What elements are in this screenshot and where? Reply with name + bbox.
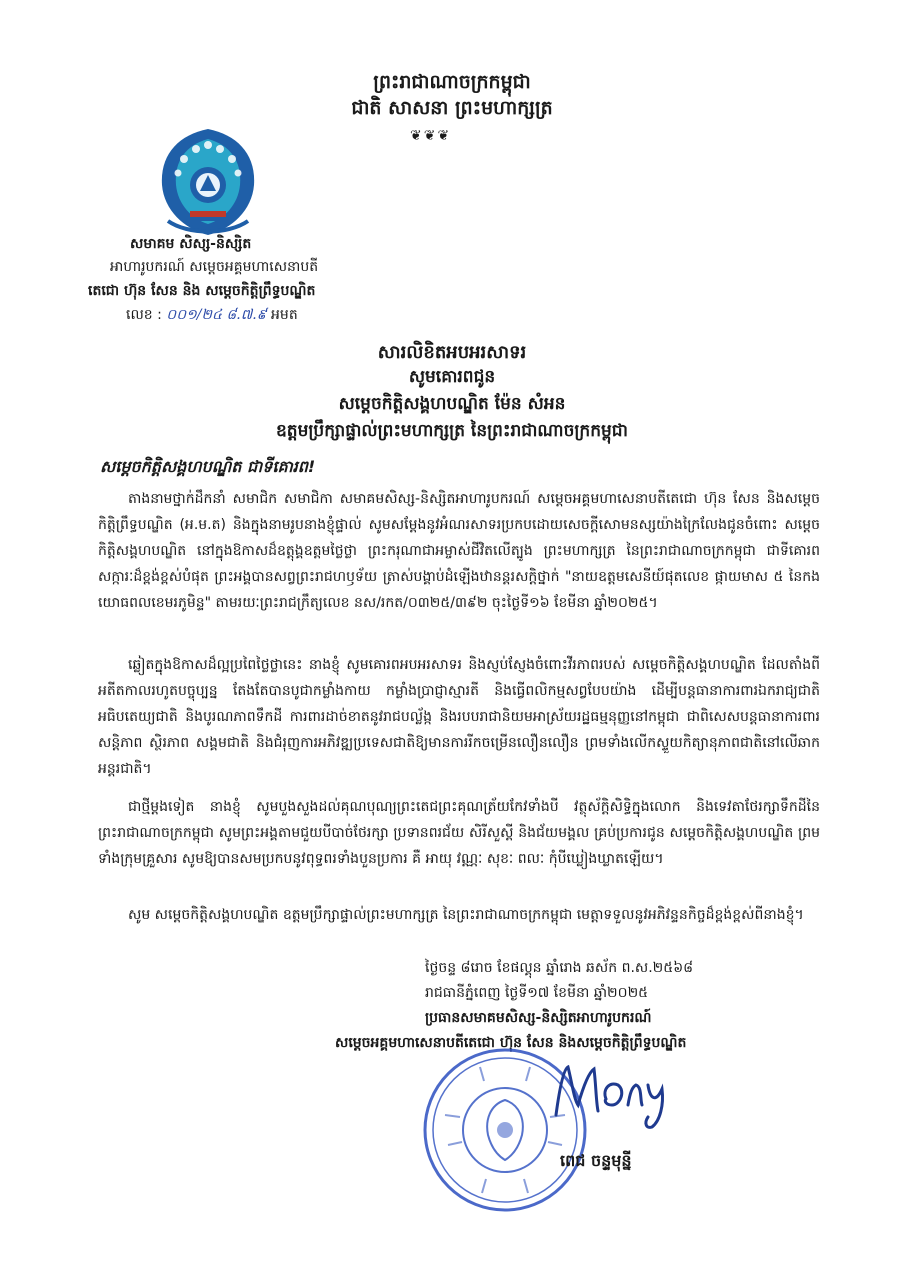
body-paragraph-2: ឆ្លៀតក្នុងឱកាសដ៏ល្អប្រពៃថ្លៃថ្លានេះ នាងខ្ញុំ សូមគោរពអបអរសាទរ និងស្ញប់ស្ញែងចំពោះវីរភាពរបស់ សម្ដេចកិត្តិសង្គហបណ្ឌិត ដែលតាំងពីអតីតកាលរហូតបច្ចុប្បន្ន តែងតែបានបូជាកម្លាំងកាយ កម្លាំងប្រាជ្ញាស្មារតី និងធ្វើពលិកម្មសព្វបែបយ៉ាង ដើម្បីបន្តធានាការពារឯករាជ្យជាតិ អធិបតេយ្យជាតិ និងបូរណភាពទឹកដី ការពារដាច់ខាតនូវរាជបល្ល័ង្ក និងរបបរាជានិយមអាស្រ័យរដ្ឋធម្មនុញ្ញនៅកម្ពុជា ជាពិសេសបន្តធានាការពារ សន្តិភាព ស្ថិរភាព សង្គមជាតិ និងជំរុញការអភិវឌ្ឍប្រទេសជាតិឱ្យមានការរីកចម្រើនលឿនលឿន ព្រមទាំងលើកស្ទួយកិត្យានុភាពជាតិនៅលើឆាកអន្តរជាតិ។	[98, 657, 820, 777]
date-solar: រាជធានីភ្នំពេញ ថ្ងៃទី១៧ ខែមីនា ឆ្នាំ២០២៥	[425, 985, 649, 1001]
letter-addressee-name: សម្ដេចកិត្តិសង្គហបណ្ឌិត ម៉ែន សំអន	[338, 394, 566, 414]
signer-name: ពេជ ចន្ទមុន្នី	[560, 1151, 632, 1170]
reference-prefix: លេខ :	[126, 307, 162, 323]
signer-title-1: ប្រធានសមាគមសិស្ស-និស្សិតអាហារូបករណ៍	[425, 1010, 652, 1026]
date-lunar: ថ្ងៃចន្ទ ៨រោច ខែផល្គុន ឆ្នាំរោង ឆស័ក ព.ស.២៥៦៨	[425, 960, 694, 976]
body-paragraph-4: សូម សម្ដេចកិត្តិសង្គហបណ្ឌិត ឧត្តមប្រឹក្សាផ្ទាល់ព្រះមហាក្សត្រ នៃព្រះរាជាណាចក្រកម្ពុជា មេត្តាទទួលនូវអភិវន្ទនកិច្ចដ៏ខ្ពង់ខ្ពស់ពីនាងខ្ញុំ។	[128, 907, 804, 923]
salutation: សម្ដេចកិត្តិសង្គហបណ្ឌិត ជាទីគោរព!	[100, 457, 316, 476]
letter-addressee-position: ឧត្តមប្រឹក្សាផ្ទាល់ព្រះមហាក្សត្រ នៃព្រះរាជាណាចក្រកម្ពុជា	[276, 421, 628, 441]
reference-suffix: អមត	[271, 307, 298, 323]
letter-addressee-intro: សូមគោរពជូន	[408, 367, 496, 387]
reference-value: ០០១/២៤ ៨.៧.៩	[166, 307, 267, 323]
association-logo-icon	[148, 125, 268, 240]
header-divider: ❦❦❦	[410, 128, 452, 144]
motto-heading: ជាតិ សាសនា ព្រះមហាក្សត្រ	[351, 97, 553, 119]
org-name-line1: សមាគម សិស្ស-និស្សិត	[130, 236, 252, 252]
nation-heading: ព្រះរាជាណាចក្រកម្ពុជា	[373, 71, 531, 93]
letter-title: សារលិខិតអបអរសាទរ	[377, 342, 527, 363]
body-paragraph-3: ជាថ្មីម្ដងទៀត នាងខ្ញុំ សូមបួងសួងដល់គុណបុណ្យព្រះតេជព្រះគុណត្រ័យកែវទាំងបី វត្ថុស័ក្តិសិទ្ធិក្នុងលោក និងទេវតាថែរក្សាទឹកដីនៃព្រះរាជាណាចក្រកម្ពុជា សូមព្រះអង្គតាមជួយបីបាច់ថែរក្សា ប្រទានពរជ័យ សិរីសួស្ដី និងជ័យមង្គល គ្រប់ប្រការជូន សម្ដេចកិត្តិសង្គហបណ្ឌិត ព្រមទាំងក្រុមគ្រួសារ សូមឱ្យបានសមប្រកបនូវពុទ្ធពរទាំងបួនប្រការ គឺ អាយុ វណ្ណៈ សុខៈ ពលៈ កុំបីឃ្លៀងឃ្លាតឡើយ។	[98, 799, 820, 867]
reference-number	[126, 305, 298, 326]
body-paragraph-1: តាងនាមថ្នាក់ដឹកនាំ សមាជិក សមាជិកា សមាគមសិស្ស-និស្សិតអាហារូបករណ៍ សម្ដេចអគ្គមហាសេនាបតីតេជោ ហ៊ុន សែន និងសម្ដេចកិត្តិព្រឹទ្ធបណ្ឌិត (អ.ម.ត) និងក្នុងនាមរូបនាងខ្ញុំផ្ទាល់ សូមសម្ដែងនូវអំណរសាទរប្រកបដោយសេចក្ដីសោមនស្សយ៉ាងក្រៃលែងជូនចំពោះ សម្ដេចកិត្តិសង្គហបណ្ឌិត នៅក្នុងឱកាសដ៏ឧត្ដុង្គឧត្ដមថ្លៃថ្លា ព្រះករុណាជាអម្ចាស់ជីវិតលើត្បូង ព្រះមហាក្សត្រ នៃព្រះរាជាណាចក្រកម្ពុជា ជាទីគោរពសក្ការៈដ៏ខ្ពង់ខ្ពស់បំផុត ព្រះអង្គបានសព្វព្រះរាជហឫទ័យ ត្រាស់បង្គាប់ដំឡើងឋានន្តរសក្តិថ្នាក់ "នាយឧត្តមសេនីយ៍ផុតលេខ ផ្កាយមាស ៥ នៃកងយោធពលខេមរភូមិន្ទ" តាមរយៈព្រះរាជក្រឹត្យលេខ នស/រកត/០៣២៥/៣៩២ ចុះថ្ងៃទី១៦ ខែមីនា ឆ្នាំ២០២៥។	[98, 491, 820, 611]
signer-title-2: សម្ដេចអគ្គមហាសេនាបតីតេជោ ហ៊ុន សែន និងសម្ដេចកិត្តិព្រឹទ្ធបណ្ឌិត	[335, 1035, 687, 1051]
org-name-line3: តេជោ ហ៊ុន សែន និង សម្ដេចកិត្តិព្រឹទ្ធបណ្ឌិត	[88, 283, 316, 299]
org-name-line2: អាហារូបករណ៍ សម្ដេចអគ្គមហាសេនាបតី	[110, 259, 319, 275]
handwritten-signature	[548, 1055, 688, 1135]
